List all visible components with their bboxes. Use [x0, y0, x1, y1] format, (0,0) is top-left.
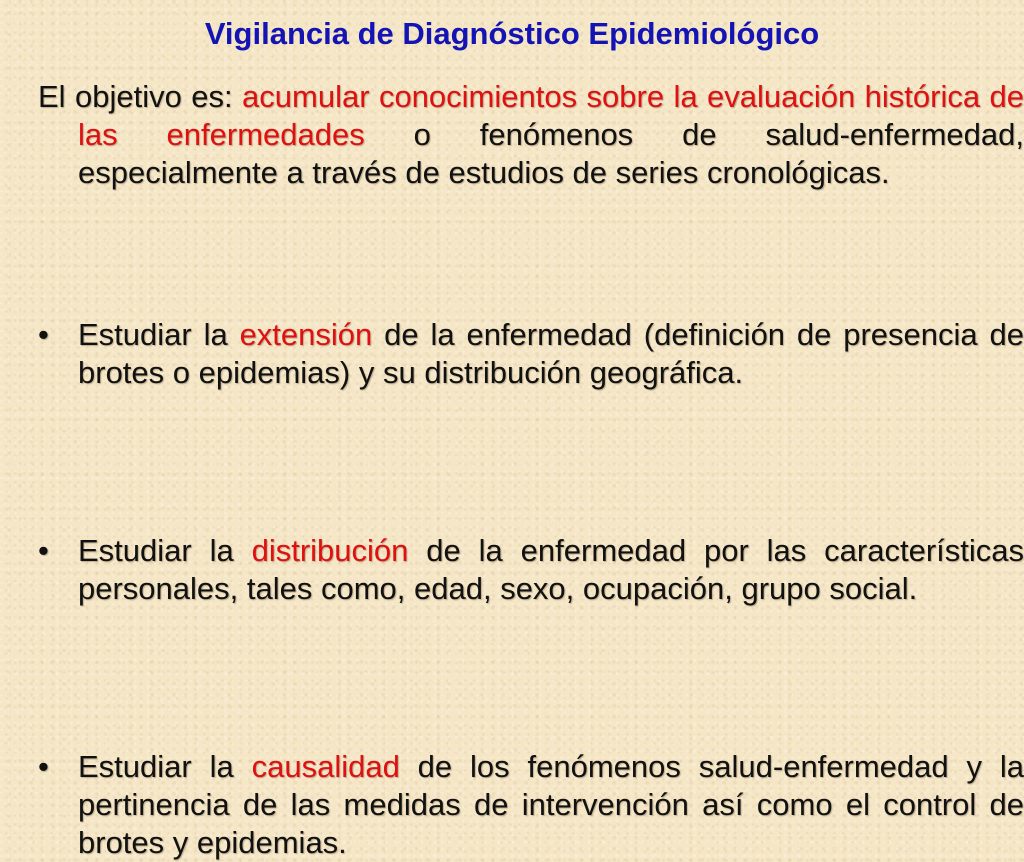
bullet-marker: • — [38, 749, 49, 784]
bullet-highlight: causalidad — [251, 749, 400, 784]
bullet-text-before: Estudiar la — [78, 317, 240, 352]
objective-rest: o fenómenos de salud-enfermedad, especialmente a través de estudios de series cronológicas. — [78, 117, 1024, 190]
bullet-text-before: Estudiar la — [78, 533, 252, 568]
bullet-highlight: extensión — [239, 317, 373, 352]
bullet-marker: • — [38, 533, 49, 568]
bullet-item-distribution — [38, 532, 1024, 608]
bullet-text-after: de los fenómenos salud-enfermedad y la pertinencia de las medidas de intervención así como el control de brotes y epidemias. — [78, 749, 1024, 860]
objective-highlight: acumular conocimientos sobre la evaluación histórica de las enfermedades — [78, 79, 1024, 152]
bullet-item-extension — [38, 316, 1024, 392]
bullet-item-causality — [38, 748, 1024, 862]
slide-title: Vigilancia de Diagnóstico Epidemiológico — [204, 16, 820, 51]
bullet-highlight: distribución — [251, 533, 409, 568]
bullet-text-after: de la enfermedad por las características personales, tales como, edad, sexo, ocupación, grupo social. — [78, 533, 1024, 606]
objective-lead: El objetivo es: — [38, 79, 243, 114]
bullet-text-after: de la enfermedad (definición de presencia de brotes o epidemias) y su distribución geográfica. — [78, 317, 1024, 390]
bullet-text-before: Estudiar la — [78, 749, 252, 784]
objective-paragraph — [38, 78, 1024, 192]
bullet-marker: • — [38, 317, 49, 352]
